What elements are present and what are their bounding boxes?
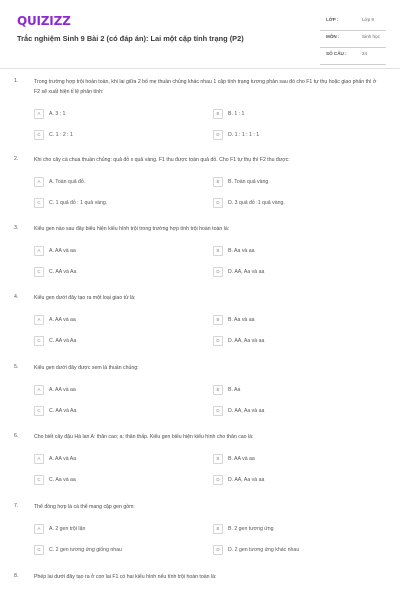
- meta-label: SỐ CÂU :: [326, 51, 347, 56]
- question-text: Thể đồng hợp là cá thể mang cặp gen gồm:: [34, 504, 135, 510]
- option-text: D. AA, Aa và aa: [228, 269, 265, 275]
- option-letter-box: B: [213, 109, 223, 119]
- option-text: B. Aa: [228, 387, 241, 393]
- option-text: C. 2 gen tương ứng giống nhau: [49, 547, 122, 553]
- option-letter-box: A: [34, 454, 44, 464]
- quizizz-logo: QUIZIZZ: [17, 14, 71, 28]
- option-text: C. Aa và aa: [49, 477, 76, 483]
- option-letter-box: D: [213, 406, 223, 416]
- option-text: B. AA và aa: [228, 456, 255, 462]
- worksheet-header: [0, 0, 400, 66]
- option-letter-box: C: [34, 406, 44, 416]
- option-letter-box: C: [34, 475, 44, 485]
- question-text: Kiểu gen dưới đây được xem là thuần chủng:: [34, 365, 139, 371]
- option-text: D. 3 quả đỏ :1 quả vàng.: [228, 200, 285, 206]
- option-letter-box: A: [34, 315, 44, 325]
- question-number: 8.: [14, 573, 19, 579]
- question-number: 3.: [14, 225, 19, 231]
- option-letter-box: D: [213, 336, 223, 346]
- option-text: A. AA và aa: [49, 317, 76, 323]
- option-text: D. 1 : 1 : 1 : 1: [228, 132, 260, 138]
- question-number: 4.: [14, 294, 19, 300]
- option-letter-box: B: [213, 246, 223, 256]
- option-text: C. 1 : 2 : 1: [49, 132, 73, 138]
- option-text: A. Toàn quả đỏ.: [49, 179, 86, 185]
- question-text: Cho biết cây đậu Hà lan A: thân cao; a: thân thấp. Kiểu gen biểu hiện kiểu hình cho thân cao là:: [34, 434, 254, 440]
- option-letter-box: A: [34, 385, 44, 395]
- meta-row-question-count: [320, 48, 386, 65]
- question-text: Kiểu gen nào sau đây biểu hiện kiểu hình trội trong trường hợp tính trội hoàn toàn là:: [34, 226, 230, 232]
- question-text: Khi cho cây cà chua thuần chủng: quả đỏ x quả vàng. F1 thu được toàn quả đỏ. Cho F1 tự thụ thì F2 thu được:: [34, 157, 290, 163]
- question-number: 2.: [14, 156, 19, 162]
- option-letter-box: B: [213, 315, 223, 325]
- option-text: C. AA và Aa: [49, 408, 77, 414]
- option-text: B. 1 : 1: [228, 111, 245, 117]
- option-text: C. AA và Aa: [49, 269, 77, 275]
- option-letter-box: C: [34, 267, 44, 277]
- option-text: A. 2 gen trội lặn: [49, 526, 86, 532]
- option-letter-box: B: [213, 524, 223, 534]
- option-letter-box: B: [213, 454, 223, 464]
- option-letter-box: D: [213, 545, 223, 555]
- option-letter-box: D: [213, 198, 223, 208]
- question-number: 1.: [14, 78, 19, 84]
- option-text: B. Aa và aa: [228, 317, 255, 323]
- option-letter-box: C: [34, 198, 44, 208]
- option-text: A. AA và aa: [49, 387, 76, 393]
- question-text: Phép lai dưới đây tạo ra ở con lai F1 có hai kiểu hình nếu tính trội hoàn toàn là:: [34, 574, 217, 580]
- option-text: A. AA và aa: [49, 248, 76, 254]
- option-letter-box: D: [213, 267, 223, 277]
- meta-row-grade: [320, 14, 386, 31]
- question-text: Trong trường hợp trội hoàn toàn, khi lai giữa 2 bố mẹ thuần chủng khác nhau 1 cặp tính trạng tương phản sau đó cho F1 tự thụ hoặc giao phấn thì ở F2 sẽ xuất hiện tỉ lệ phân tính:: [34, 79, 377, 95]
- option-letter-box: C: [34, 545, 44, 555]
- option-letter-box: A: [34, 177, 44, 187]
- option-letter-box: A: [34, 524, 44, 534]
- option-letter-box: A: [34, 109, 44, 119]
- option-text: A. 3 : 1: [49, 111, 66, 117]
- option-letter-box: D: [213, 475, 223, 485]
- option-text: C. 1 quả đỏ : 1 quả vàng.: [49, 200, 108, 206]
- worksheet-meta: [320, 14, 386, 65]
- option-text: C. AA và Aa: [49, 338, 77, 344]
- meta-value: Sinh học: [362, 34, 380, 39]
- worksheet-title: Trắc nghiệm Sinh 9 Bài 2 (có đáp án): Lai một cặp tính trạng (P2): [17, 34, 244, 43]
- option-text: B. 2 gen tương ứng: [228, 526, 274, 532]
- question-text: Kiểu gen dưới đây tạo ra một loại giao tử là:: [34, 295, 136, 301]
- meta-row-subject: [320, 31, 386, 48]
- question-number: 5.: [14, 364, 19, 370]
- option-text: D. 2 gen tương ứng khác nhau: [228, 547, 300, 553]
- header-divider: [0, 68, 400, 69]
- option-letter-box: C: [34, 336, 44, 346]
- option-letter-box: B: [213, 177, 223, 187]
- option-letter-box: C: [34, 130, 44, 140]
- option-text: B. Toàn quả vàng: [228, 179, 269, 185]
- option-letter-box: B: [213, 385, 223, 395]
- option-text: D. AA, Aa và aa: [228, 338, 265, 344]
- question-number: 7.: [14, 503, 19, 509]
- meta-label: LỚP :: [326, 17, 339, 22]
- option-text: B. Aa và aa: [228, 248, 255, 254]
- option-letter-box: D: [213, 130, 223, 140]
- meta-value: Lớp 9: [362, 17, 374, 22]
- question-number: 6.: [14, 433, 19, 439]
- option-text: A. AA và Aa: [49, 456, 77, 462]
- option-text: D. AA, Aa và aa: [228, 477, 265, 483]
- meta-value: 24: [362, 51, 368, 56]
- option-text: D. AA, Aa và aa: [228, 408, 265, 414]
- option-letter-box: A: [34, 246, 44, 256]
- meta-label: MÔN :: [326, 34, 340, 39]
